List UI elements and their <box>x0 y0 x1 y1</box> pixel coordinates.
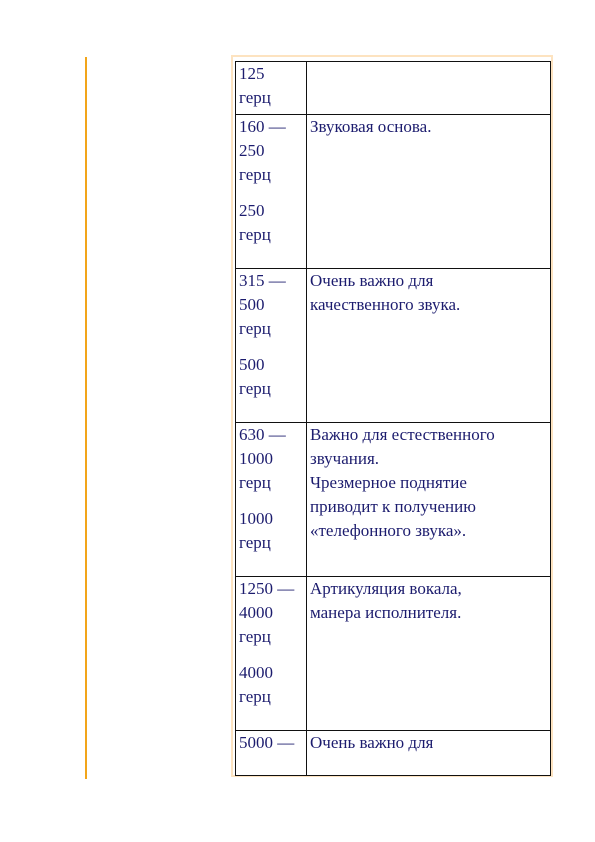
frequency-cell <box>236 269 307 423</box>
frequency-range: 160 — 250 герц <box>239 117 286 184</box>
frequency-point: 1000 герц <box>239 509 273 552</box>
description-cell <box>307 62 551 115</box>
frequency-range: 315 — 500 герц <box>239 271 286 338</box>
frequency-table <box>235 61 551 776</box>
frequency-cell <box>236 731 307 776</box>
frequency-range: 630 — 1000 герц <box>239 425 286 492</box>
table-row <box>236 269 551 423</box>
frequency-range: 125 герц <box>239 64 271 107</box>
description-cell <box>307 577 551 731</box>
frequency-cell <box>236 423 307 577</box>
table-row <box>236 62 551 115</box>
frequency-point: 250 герц <box>239 201 271 244</box>
description-cell <box>307 269 551 423</box>
frequency-cell <box>236 115 307 269</box>
table-row <box>236 115 551 269</box>
description-cell <box>307 731 551 776</box>
frequency-description: Звуковая основа. <box>310 117 432 136</box>
frequency-description: Артикуляция вокала, манера исполнителя. <box>310 579 462 622</box>
frequency-description: Важно для естественного звучания. Чрезмерное поднятие приводит к получению «телефонного звука». <box>310 425 495 540</box>
frequency-point: 4000 герц <box>239 663 273 706</box>
frequency-description: Очень важно для качественного звука. <box>310 271 461 314</box>
frequency-range: 5000 — <box>239 733 295 752</box>
table-row <box>236 577 551 731</box>
frequency-range: 1250 — 4000 герц <box>239 579 295 646</box>
table-row <box>236 731 551 776</box>
description-cell <box>307 423 551 577</box>
frequency-description: Очень важно для <box>310 733 434 752</box>
table-row <box>236 423 551 577</box>
frequency-cell <box>236 577 307 731</box>
frequency-cell <box>236 62 307 115</box>
description-cell <box>307 115 551 269</box>
margin-rule <box>85 57 87 779</box>
frequency-point: 500 герц <box>239 355 271 398</box>
